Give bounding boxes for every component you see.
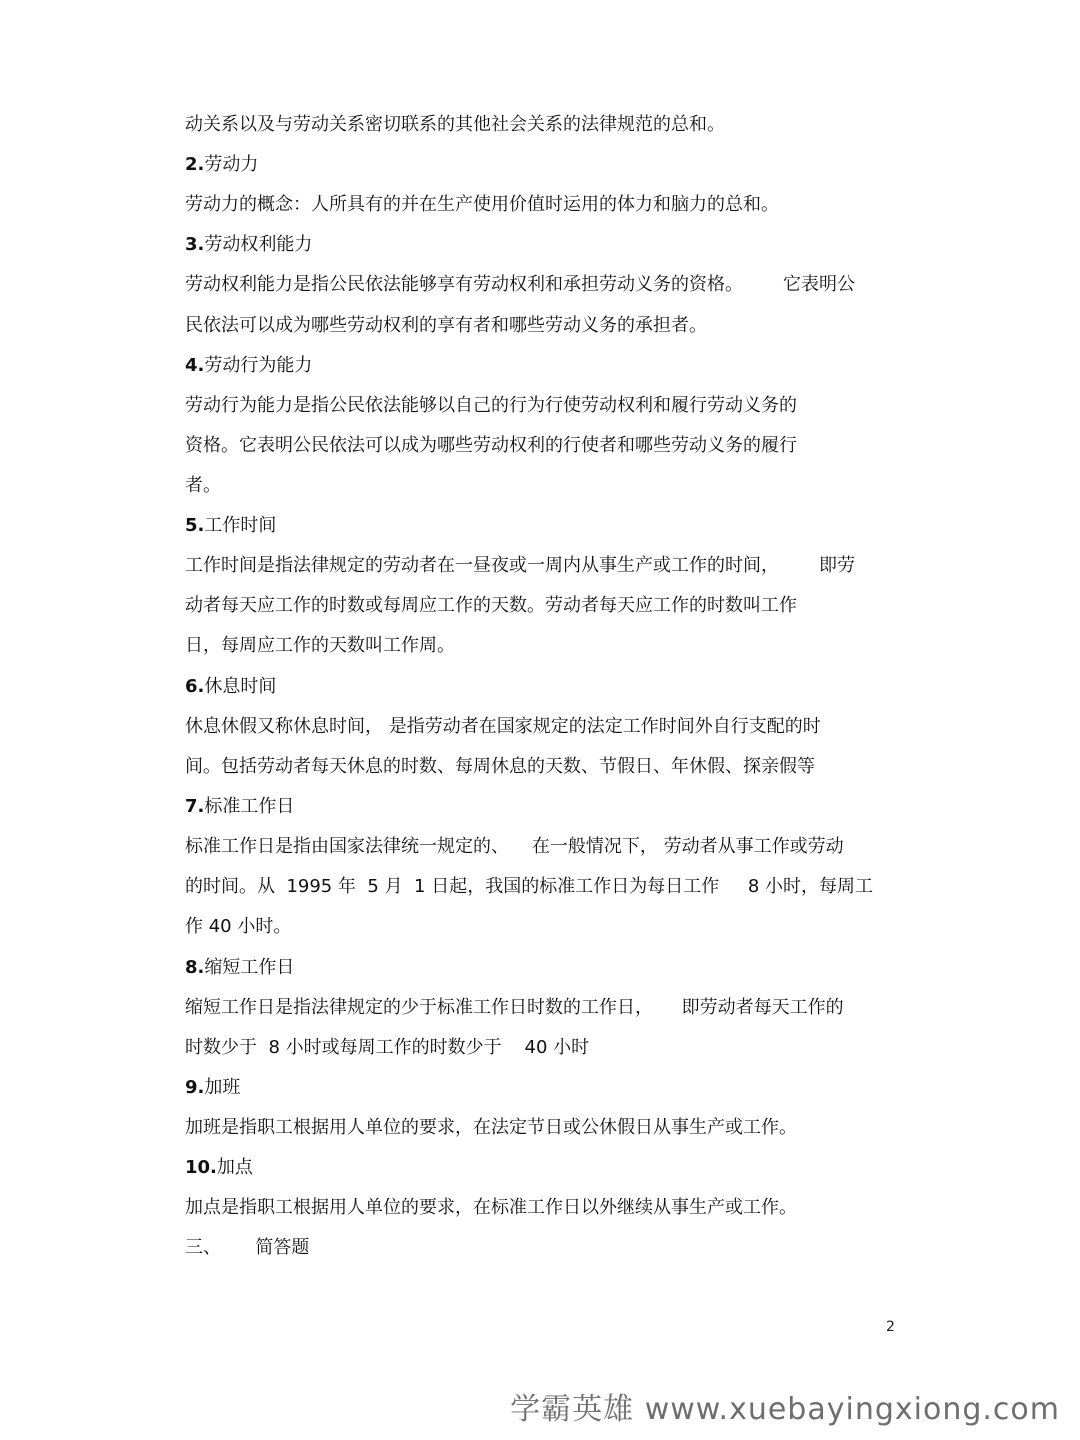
paragraph-line: 劳动行为能力是指公民依法能够以自己的行为行使劳动权利和履行劳动义务的	[185, 395, 797, 416]
heading-number: 4.	[185, 355, 205, 376]
paragraph-line: 日，每周应工作的天数叫工作周。	[185, 635, 455, 656]
heading-title: 工作时间	[204, 515, 277, 536]
section-heading-8	[185, 956, 294, 980]
section-heading-5	[185, 514, 276, 538]
heading-title: 劳动权利能力	[204, 234, 313, 255]
section-heading-7	[185, 795, 294, 819]
page-number: 2	[886, 1319, 895, 1335]
heading-title: 加班	[204, 1077, 241, 1098]
heading-title: 加点	[216, 1157, 253, 1178]
paragraph-line: 工作时间是指法律规定的劳动者在一昼夜或一周内从事生产或工作的时间， 即劳	[185, 555, 856, 576]
heading-title: 劳动行为能力	[204, 355, 313, 376]
paragraph-line: 标准工作日是指由国家法律统一规定的、 在一般情况下， 劳动者从事工作或劳动	[185, 836, 844, 857]
heading-number: 7.	[185, 796, 205, 817]
paragraph-line: 民依法可以成为哪些劳动权利的享有者和哪些劳动义务的承担者。	[185, 315, 707, 336]
paragraph-line: 作 40 小时。	[185, 916, 292, 937]
paragraph-line: 劳动力的概念：人所具有的并在生产使用价值时运用的体力和脑力的总和。	[185, 194, 779, 215]
heading-title: 缩短工作日	[204, 957, 295, 978]
heading-number: 6.	[185, 676, 205, 697]
site-watermark: 学霸英雄 www.xuebayingxiong.com	[510, 1392, 1060, 1427]
paragraph-line: 加点是指职工根据用人单位的要求，在标准工作日以外继续从事生产或工作。	[185, 1197, 797, 1218]
section-heading-3	[185, 233, 312, 257]
paragraph-line: 者。	[185, 475, 221, 496]
heading-title: 劳动力	[204, 154, 259, 175]
heading-title: 休息时间	[204, 676, 277, 697]
section-heading-2	[185, 153, 258, 177]
paragraph-line: 劳动权利能力是指公民依法能够享有劳动权利和承担劳动义务的资格。 它表明公	[185, 274, 856, 295]
section-heading-short-answer: 三、 简答题	[185, 1237, 310, 1258]
paragraph-line: 休息休假又称休息时间， 是指劳动者在国家规定的法定工作时间外自行支配的时	[185, 716, 821, 737]
paragraph-line: 间。包括劳动者每天休息的时数、每周休息的天数、节假日、年休假、探亲假等	[185, 756, 815, 777]
paragraph-line: 缩短工作日是指法律规定的少于标准工作日时数的工作日， 即劳动者每天工作的	[185, 997, 844, 1018]
paragraph-line: 资格。它表明公民依法可以成为哪些劳动权利的行使者和哪些劳动义务的履行	[185, 435, 797, 456]
paragraph-line: 动者每天应工作的时数或每周应工作的天数。劳动者每天应工作的时数叫工作	[185, 595, 797, 616]
heading-number: 5.	[185, 515, 205, 536]
section-heading-9	[185, 1076, 240, 1100]
paragraph-line: 时数少于 8 小时或每周工作的时数少于 40 小时	[185, 1037, 590, 1058]
section-heading-10	[185, 1156, 253, 1180]
section-heading-4	[185, 354, 312, 378]
section-heading-6	[185, 675, 276, 699]
paragraph-line: 的时间。从 1995 年 5 月 1 日起，我国的标准工作日为每日工作 8 小时，每周工	[185, 876, 873, 897]
heading-number: 8.	[185, 957, 205, 978]
heading-number: 9.	[185, 1077, 205, 1098]
heading-number: 10.	[185, 1157, 217, 1178]
paragraph-line: 动关系以及与劳动关系密切联系的其他社会关系的法律规范的总和。	[185, 114, 725, 135]
paragraph-line: 加班是指职工根据用人单位的要求，在法定节日或公休假日从事生产或工作。	[185, 1117, 797, 1138]
heading-number: 3.	[185, 234, 205, 255]
heading-number: 2.	[185, 154, 205, 175]
heading-title: 标准工作日	[204, 796, 295, 817]
